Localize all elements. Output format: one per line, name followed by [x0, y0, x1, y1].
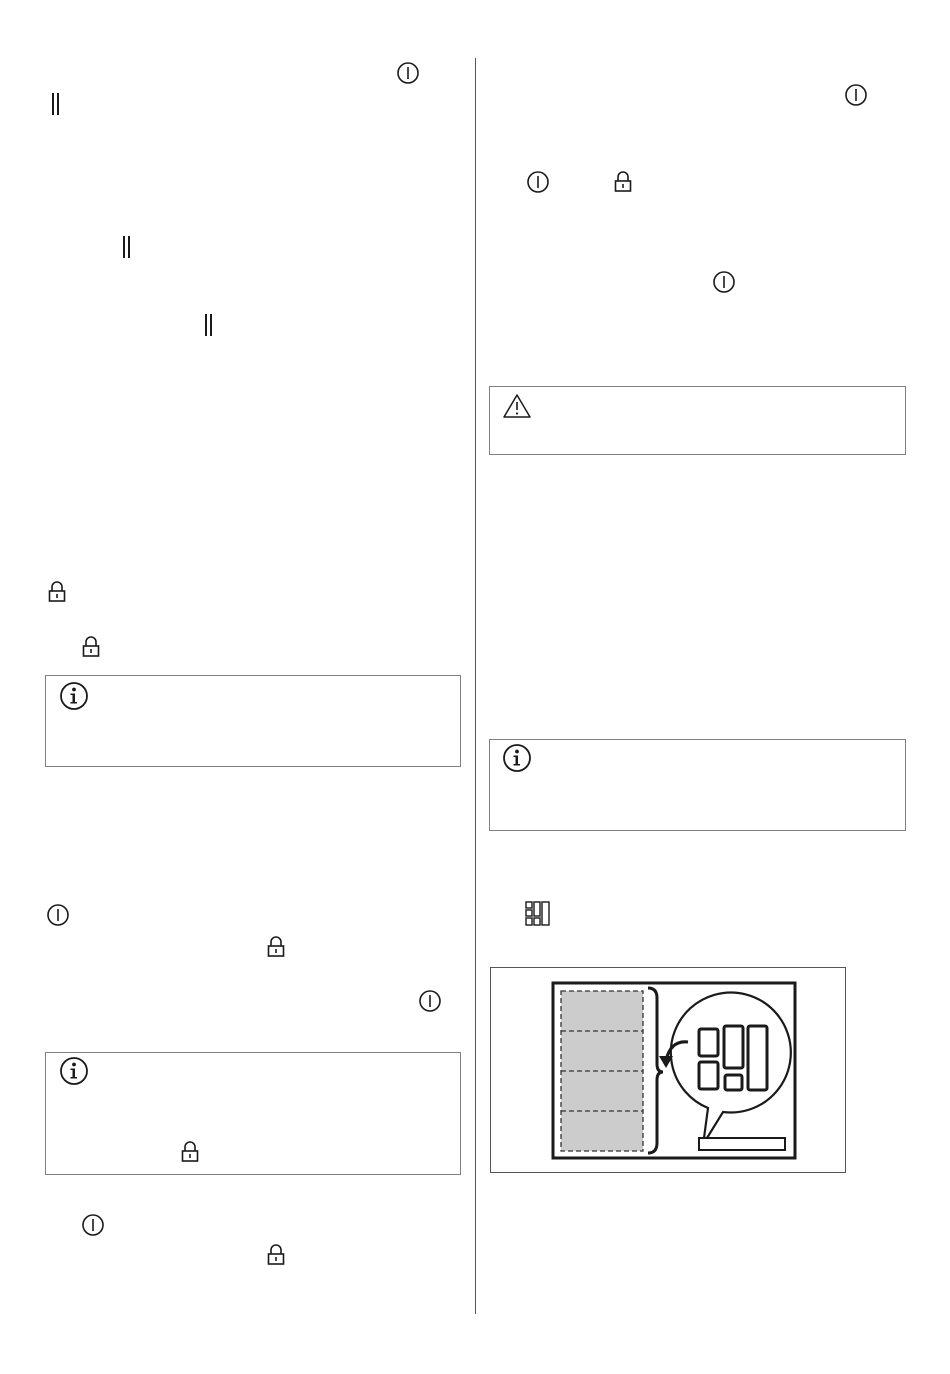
power-icon	[396, 61, 420, 85]
info-icon	[59, 1056, 89, 1086]
power-icon	[418, 989, 442, 1013]
lock-icon	[267, 1244, 285, 1266]
cooking-zones-group	[561, 991, 643, 1151]
info-note-box	[489, 739, 906, 831]
column-divider	[475, 58, 476, 1314]
lock-icon	[267, 936, 285, 958]
pause-icon	[51, 93, 60, 115]
info-icon	[502, 743, 532, 773]
info-note-box	[45, 675, 461, 767]
lock-icon	[82, 636, 100, 658]
power-icon	[526, 170, 550, 194]
warning-icon	[502, 393, 532, 419]
lock-icon	[614, 171, 632, 193]
info-icon	[59, 681, 89, 711]
hob-diagram	[491, 968, 845, 1172]
hob-diagram-frame	[490, 967, 846, 1173]
pause-icon	[204, 314, 213, 336]
power-icon	[46, 903, 70, 927]
lock-icon	[181, 1141, 199, 1163]
power-icon	[844, 83, 868, 107]
pause-icon	[122, 236, 131, 258]
power-icon	[712, 270, 736, 294]
warning-note-box	[489, 386, 906, 455]
info-note-box	[45, 1052, 461, 1175]
power-icon	[81, 1213, 105, 1237]
lock-icon	[48, 581, 66, 603]
zones-layout-icon	[525, 901, 551, 927]
